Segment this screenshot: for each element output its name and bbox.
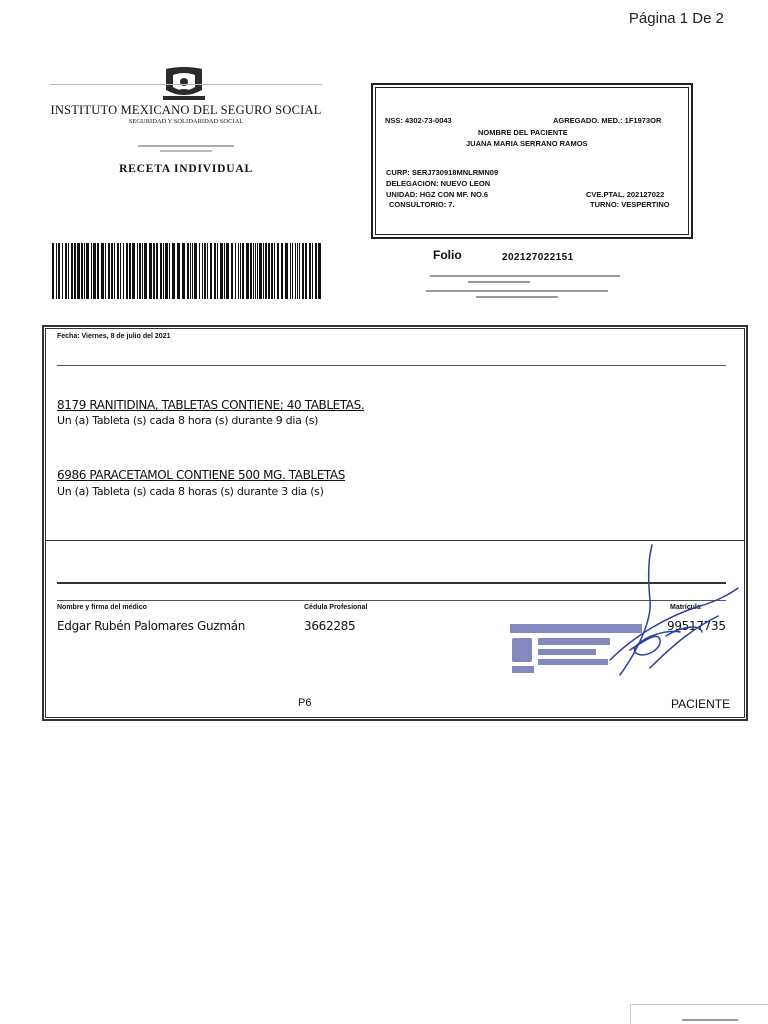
footer-code: P6 — [298, 697, 312, 709]
patient-agregado: AGREGADO. MED.: 1F1973OR — [553, 116, 662, 125]
page-number: Página 1 De 2 — [628, 10, 724, 27]
barcode — [52, 243, 324, 299]
header-rule — [50, 84, 322, 85]
matricula-value: 99517735 — [667, 619, 726, 633]
patient-curp: CURP: SERJ730918MNLRMN09 — [386, 168, 499, 177]
medication-title: 6986 PARACETAMOL CONTIENE 500 MG. TABLETAS — [57, 468, 345, 482]
folio-value: 202127022151 — [502, 252, 574, 263]
illegible-text — [430, 275, 620, 277]
prescription-date: Fecha: Viernes, 8 de julio del 2021 — [57, 333, 171, 340]
document-title: RECETA INDIVIDUAL — [119, 163, 253, 175]
folio-label: Folio — [433, 248, 462, 262]
illegible-text — [138, 145, 234, 147]
illegible-text — [160, 150, 212, 152]
illegible-text — [682, 1019, 738, 1021]
medication-dosage: Un (a) Tableta (s) cada 8 horas (s) durante 3 dia (s) — [57, 485, 324, 498]
doctor-name-label: Nombre y firma del médico — [57, 604, 147, 611]
medication-title: 8179 RANITIDINA, TABLETAS CONTIENE; 40 TABLETAS. — [57, 398, 365, 412]
patient-consultorio: CONSULTORIO: 7. — [389, 200, 455, 209]
cedula-label: Cédula Profesional — [304, 604, 368, 611]
matricula-label: Matrícula — [670, 604, 701, 611]
institution-name: INSTITUTO MEXICANO DEL SEGURO SOCIAL — [50, 103, 322, 117]
medication-dosage: Un (a) Tableta (s) cada 8 hora (s) durante 9 dia (s) — [57, 414, 319, 427]
date-rule — [57, 365, 726, 366]
signature — [590, 540, 740, 680]
illegible-text — [476, 296, 558, 298]
copy-label: PACIENTE — [671, 697, 731, 711]
corner-label-box — [630, 1004, 768, 1024]
patient-cve-ptal: CVE.PTAL. 202127022 — [586, 190, 665, 199]
patient-unidad: UNIDAD: HGZ CON MF. NO.6 — [386, 190, 489, 199]
illegible-text — [468, 281, 530, 283]
patient-info-inner-border — [375, 87, 689, 235]
doctor-name: Edgar Rubén Palomares Guzmán — [57, 619, 246, 633]
illegible-text — [426, 290, 608, 292]
patient-name-label: NOMBRE DEL PACIENTE — [478, 128, 568, 137]
institution-subtitle: SEGURIDAD Y SOLIDARIDAD SOCIAL — [128, 118, 244, 125]
patient-name: JUANA MARIA SERRANO RAMOS — [466, 139, 588, 148]
patient-delegacion: DELEGACION: NUEVO LEON — [386, 179, 491, 188]
cedula-value: 3662285 — [304, 619, 356, 633]
patient-turno: TURNO: VESPERTINO — [590, 200, 670, 209]
patient-nss: NSS: 4302-73-0043 — [385, 116, 452, 125]
